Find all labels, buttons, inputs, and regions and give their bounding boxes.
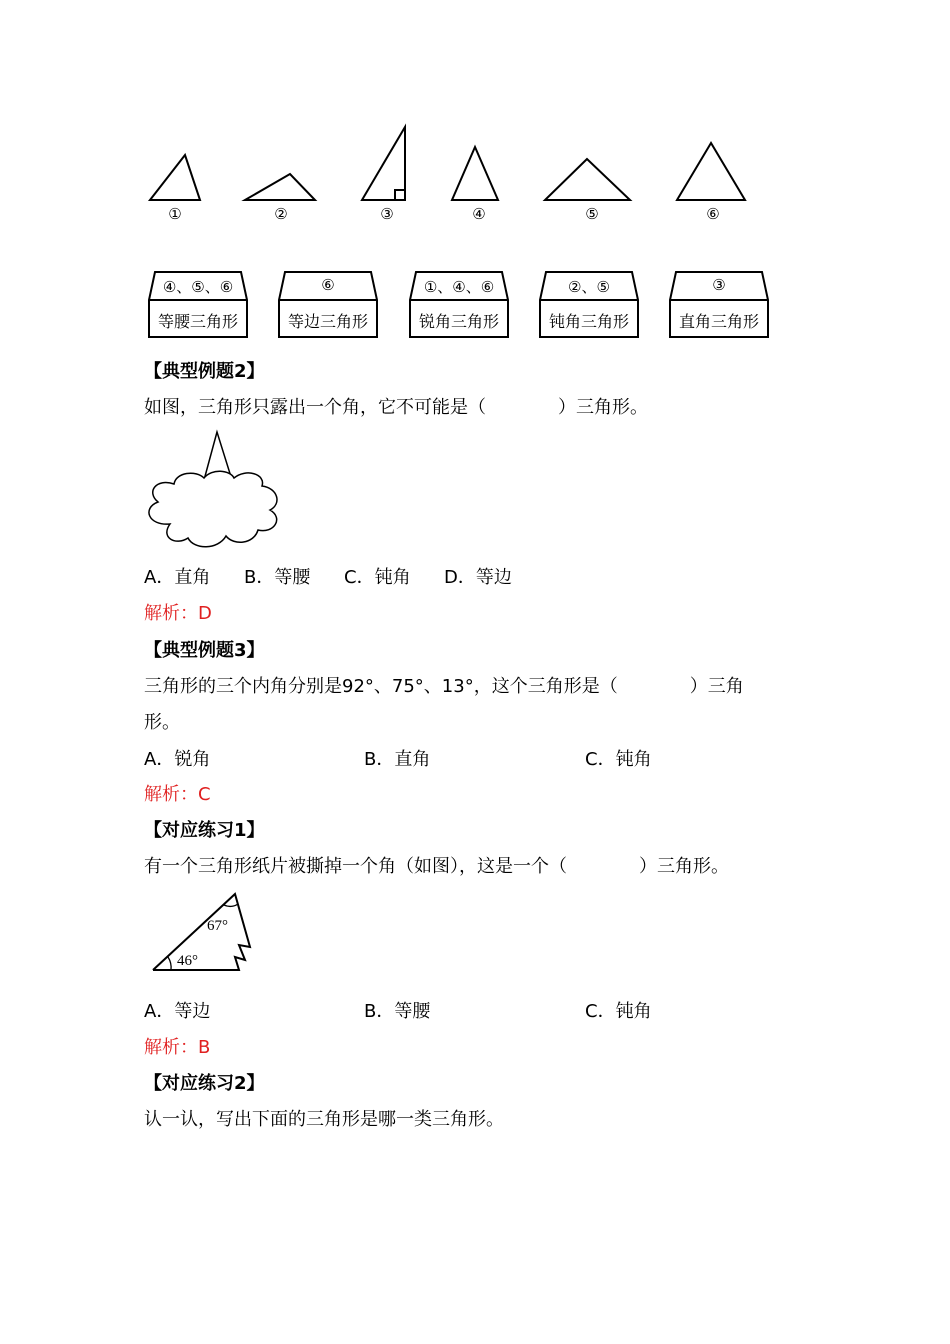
- category-box-right: [669, 271, 769, 339]
- category-name: 钝角三角形: [548, 312, 629, 331]
- example-3-option-b[interactable]: B．直角: [364, 749, 431, 770]
- example-2-option-c[interactable]: C．钝角: [344, 567, 411, 588]
- triangle-6: [677, 143, 745, 200]
- cloud-triangle-figure: [142, 428, 284, 553]
- practice-2-question: 认一认，写出下面的三角形是哪一类三角形。: [144, 1109, 504, 1130]
- angle-label-46: 46°: [177, 953, 198, 969]
- category-numbers: ①、④、⑥: [423, 278, 495, 296]
- example-3-option-a[interactable]: A．锐角: [144, 749, 211, 770]
- example-3-option-c[interactable]: C．钝角: [585, 749, 652, 770]
- category-box-acute: [409, 271, 509, 339]
- practice-1-option-a[interactable]: A．等边: [144, 1001, 211, 1022]
- triangle-label-3: ③: [380, 205, 394, 223]
- category-name: 直角三角形: [678, 312, 759, 331]
- practice-1-option-c[interactable]: C．钝角: [585, 1001, 652, 1022]
- category-numbers: ④、⑤、⑥: [162, 278, 234, 296]
- example-2-option-a[interactable]: A．直角: [144, 567, 211, 588]
- triangle-label-1: ①: [168, 205, 182, 223]
- triangle-label-4: ④: [472, 205, 486, 223]
- practice-1-option-b[interactable]: B．等腰: [364, 1001, 431, 1022]
- category-box-equilateral: [278, 271, 378, 339]
- category-box-isosceles: [148, 271, 248, 339]
- triangle-4: [452, 147, 498, 200]
- right-angle-mark: [395, 190, 405, 200]
- triangle-label-5: ⑤: [585, 205, 599, 223]
- practice-1-heading: 【对应练习1】: [144, 820, 265, 841]
- triangle-2: [245, 174, 315, 200]
- example-2-option-d[interactable]: D．等边: [444, 567, 512, 588]
- triangle-5: [545, 159, 630, 200]
- practice-1-answer: 解析：B: [144, 1037, 211, 1058]
- torn-triangle-figure: [145, 890, 257, 976]
- practice-1-question: 有一个三角形纸片被撕掉一个角（如图），这是一个（ ）三角形。: [144, 856, 729, 877]
- example-3-heading: 【典型例题3】: [144, 640, 265, 661]
- practice-2-heading: 【对应练习2】: [144, 1073, 265, 1094]
- triangles-figure: [140, 120, 760, 210]
- category-numbers: ②、⑤: [568, 278, 610, 296]
- example-3-question-line1: 三角形的三个内角分别是92°、75°、13°，这个三角形是（ ）三角: [144, 676, 744, 697]
- category-name: 锐角三角形: [418, 312, 499, 331]
- example-2-question: 如图，三角形只露出一个角，它不可能是（ ）三角形。: [144, 397, 648, 418]
- example-2-option-b[interactable]: B．等腰: [244, 567, 311, 588]
- triangle-label-6: ⑥: [706, 205, 720, 223]
- angle-label-67: 67°: [207, 918, 228, 934]
- category-box-obtuse: [539, 271, 639, 339]
- triangle-label-2: ②: [274, 205, 288, 223]
- example-3-answer: 解析：C: [144, 784, 211, 805]
- category-name: 等腰三角形: [157, 312, 238, 331]
- example-2-answer: 解析：D: [144, 603, 212, 624]
- triangle-1: [150, 155, 200, 200]
- category-name: 等边三角形: [287, 312, 368, 331]
- category-numbers: ⑥: [321, 276, 335, 294]
- example-3-question-line2: 形。: [144, 712, 180, 733]
- example-2-heading: 【典型例题2】: [144, 361, 265, 382]
- category-numbers: ③: [712, 276, 726, 294]
